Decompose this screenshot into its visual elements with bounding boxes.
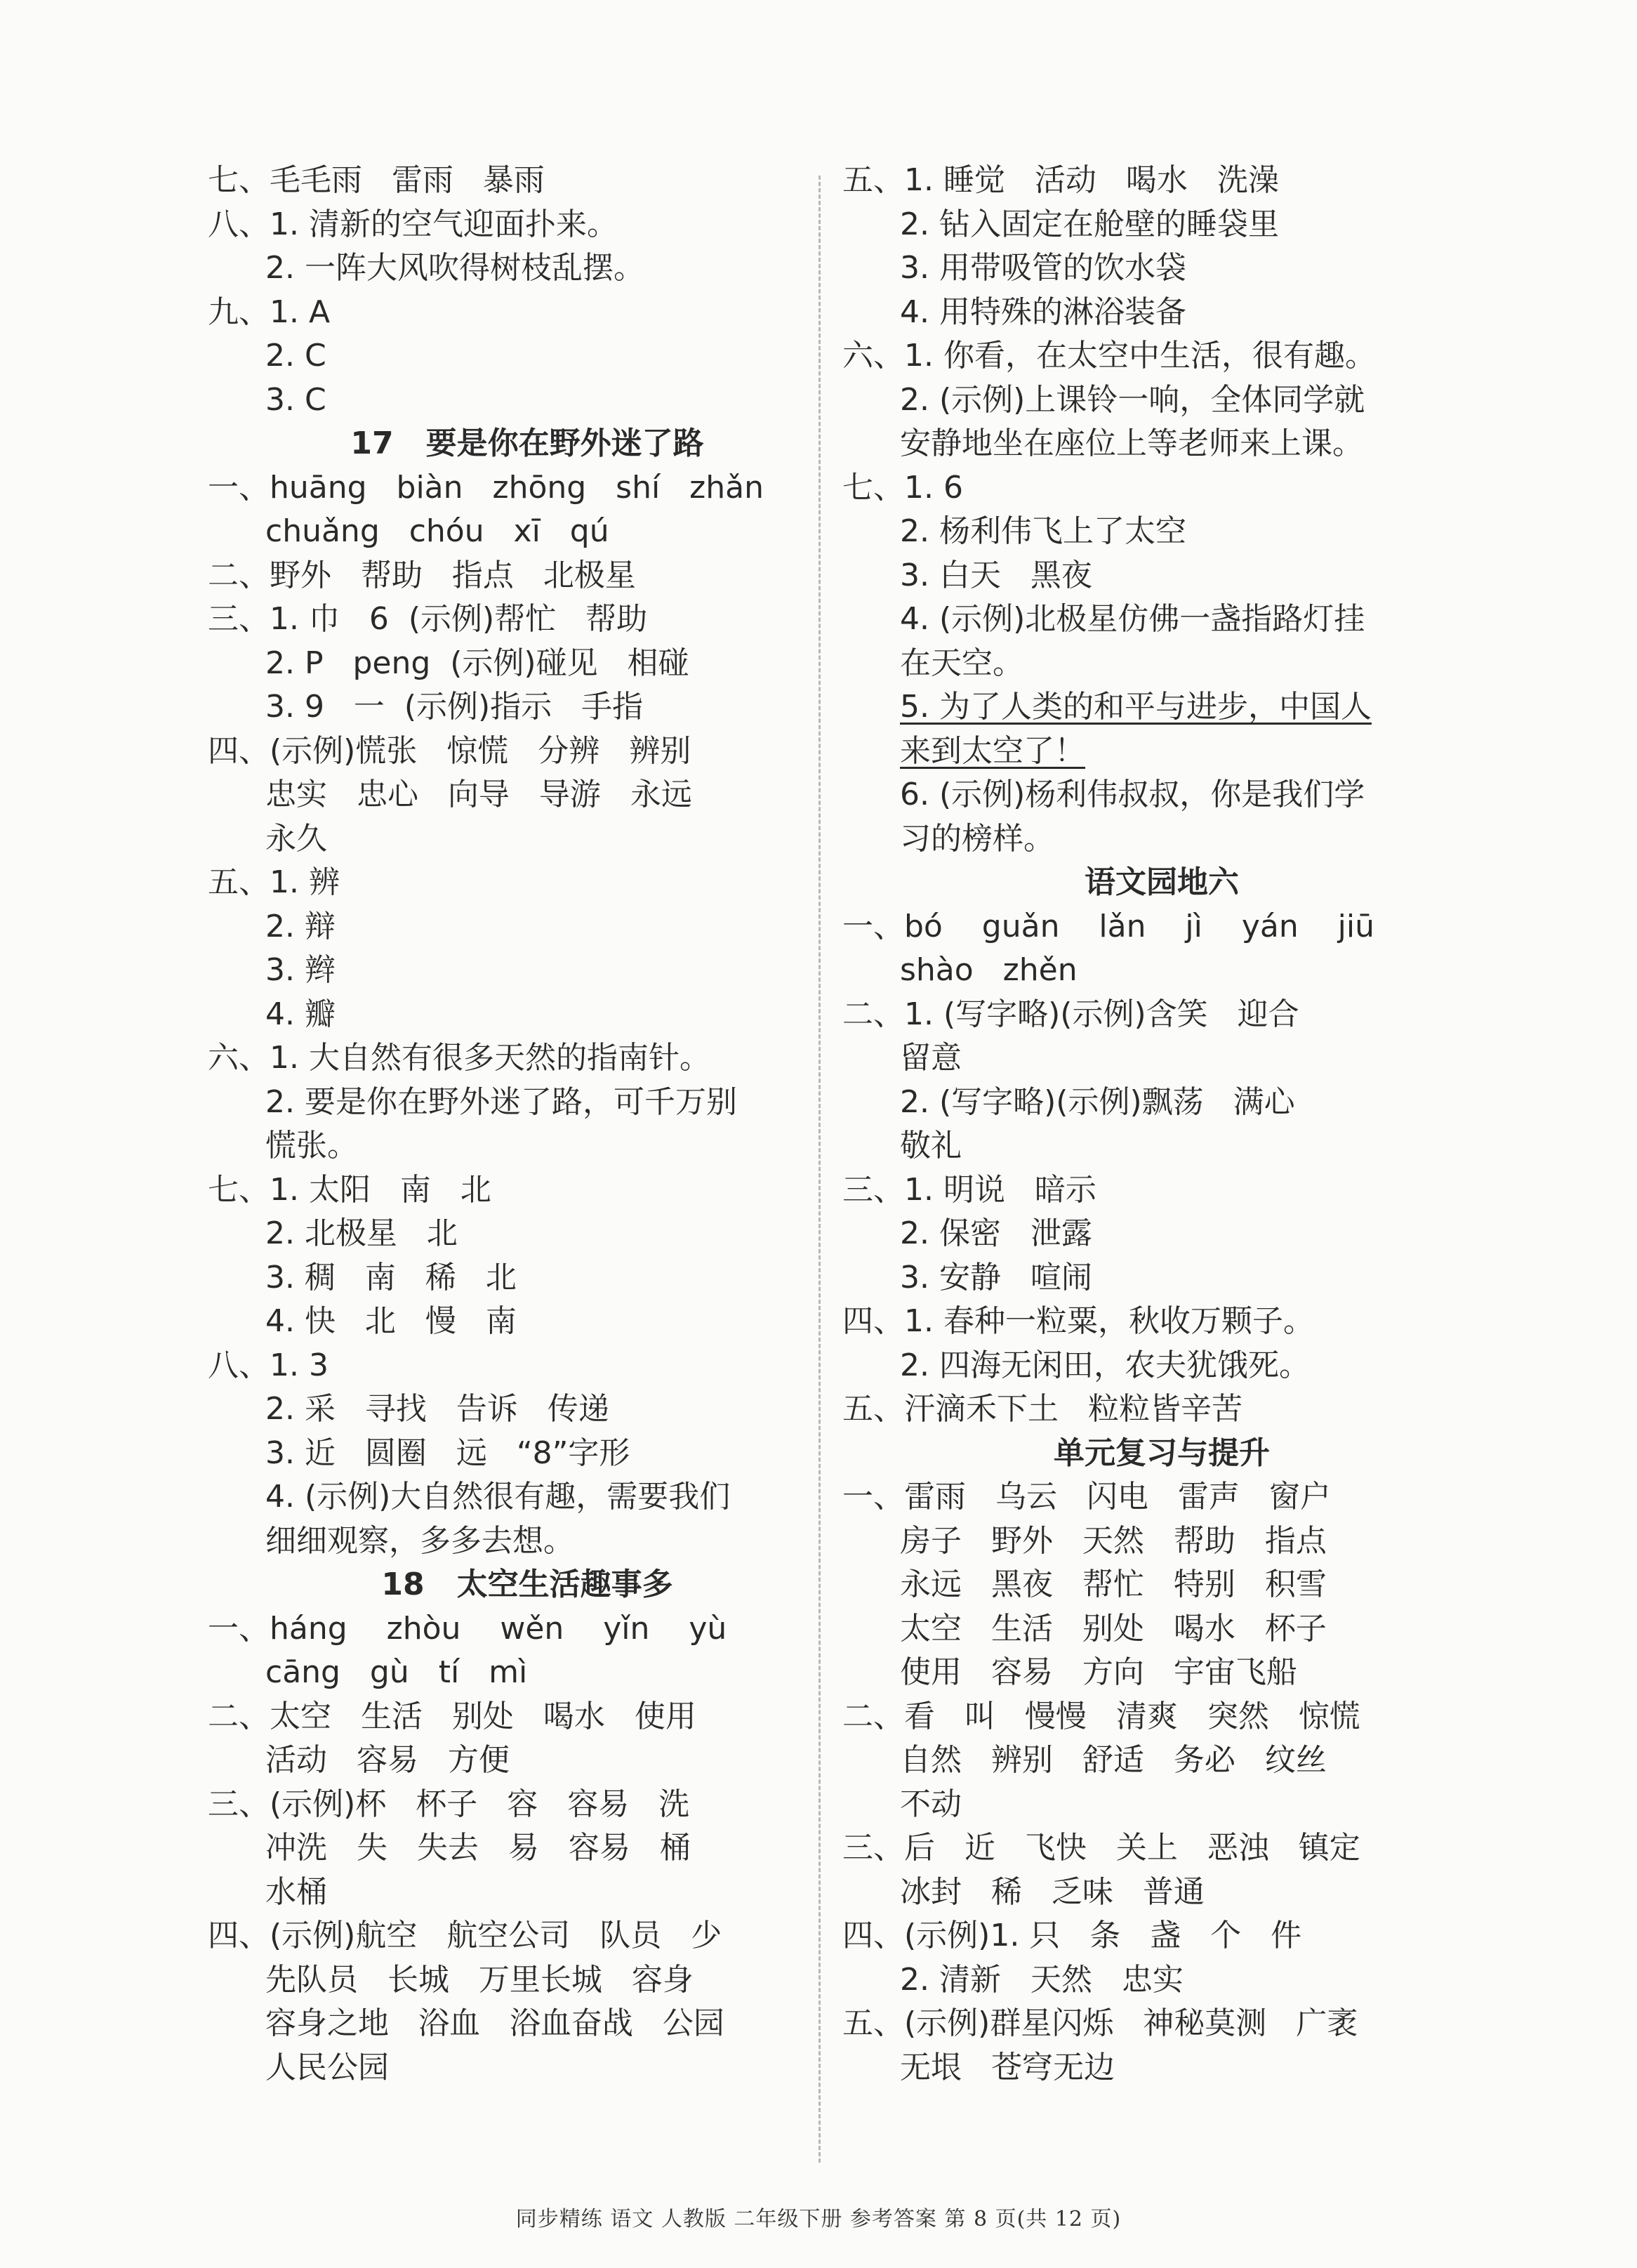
answer-text: 七、1. 6 [842, 469, 963, 506]
answer-text: 2. P peng (示例)碰见 相碰 [265, 645, 689, 681]
answer-text: 2. 清新 天然 忠实 [900, 1961, 1184, 1998]
answer-text: 五、1. 辨 [208, 864, 340, 900]
page-footer: 同步精练 语文 人教版 二年级下册 参考答案 第 8 页(共 12 页) [515, 2207, 1122, 2231]
answer-line [208, 773, 847, 817]
answer-text: cāng gù tí mì [265, 1654, 528, 1690]
answer-line [208, 1958, 847, 2003]
answer-text: 3. 9 一 (示例)指示 手指 [265, 689, 644, 725]
answer-line [842, 1914, 1481, 1958]
answer-text: 冰封 稀 乏味 普通 [900, 1873, 1205, 1910]
answer-text: 二、野外 帮助 指点 北极星 [208, 557, 636, 593]
answer-text: 三、(示例)杯 杯子 容 容易 洗 [208, 1786, 690, 1822]
answer-line [842, 1783, 1481, 1827]
right-column [842, 159, 1481, 2090]
answer-text: 4. (示例)大自然很有趣，需要我们 [265, 1479, 731, 1515]
answer-line [208, 1475, 847, 1519]
answer-text: 八、1. 清新的空气迎面扑来。 [208, 206, 618, 242]
answer-text: 2. 杨利伟飞上了太空 [900, 513, 1186, 549]
section-heading [842, 1432, 1481, 1476]
answer-text: 17 要是你在野外迷了路 [350, 426, 704, 461]
answer-text: 永远 黑夜 帮忙 特别 积雪 [900, 1567, 1327, 1602]
answer-line [208, 730, 847, 774]
answer-line [208, 246, 847, 291]
answer-line [842, 2002, 1481, 2046]
section-heading [208, 422, 847, 466]
answer-line [842, 1212, 1481, 1256]
answer-line [208, 817, 847, 862]
answer-text: 水桶 [265, 1873, 327, 1910]
answer-line [208, 642, 847, 686]
answer-line [208, 1344, 847, 1388]
answer-line [208, 598, 847, 642]
answer-text: 安静地坐在座位上等老师来上课。 [900, 426, 1363, 461]
answer-text: 六、1. 大自然有很多天然的指南针。 [208, 1040, 710, 1076]
answer-line [842, 1344, 1481, 1388]
answer-text: 3. 用带吸管的饮水袋 [900, 250, 1186, 286]
answer-line [842, 642, 1481, 686]
answer-text: 留意 [900, 1040, 962, 1076]
answer-text: 2. 一阵大风吹得树枝乱摆。 [265, 250, 644, 286]
answer-line [842, 378, 1481, 423]
answer-text: 2. 四海无闲田，农夫犹饿死。 [900, 1347, 1310, 1383]
answer-text: 敬礼 [900, 1128, 962, 1163]
section-heading [208, 1563, 847, 1607]
answer-line [842, 2046, 1481, 2090]
answer-line [208, 1519, 847, 1564]
answer-line [208, 1783, 847, 1827]
answer-text: 单元复习与提升 [1054, 1435, 1270, 1471]
answer-text: 来到太空了！ [900, 732, 1085, 769]
answer-line [208, 905, 847, 949]
answer-line [842, 422, 1481, 466]
answer-text: 房子 野外 天然 帮助 指点 [900, 1522, 1327, 1559]
answer-line [208, 1036, 847, 1081]
answer-text: 四、1. 春种一粒粟，秋收万颗子。 [842, 1303, 1314, 1339]
answer-text: 八、1. 3 [208, 1347, 329, 1383]
answer-line [842, 1563, 1481, 1607]
answer-text: 九、1. A [208, 294, 331, 330]
answer-line [842, 1871, 1481, 1915]
answer-text: 永久 [265, 820, 327, 857]
answer-text: 2. 辩 [265, 908, 336, 944]
answer-text: 4. 用特殊的淋浴装备 [900, 294, 1186, 330]
answer-text: 2. 要是你在野外迷了路，可千万别 [265, 1083, 737, 1120]
answer-line [842, 1739, 1481, 1783]
answer-line [842, 730, 1481, 774]
answer-text: 2. 北极星 北 [265, 1215, 458, 1251]
answer-line [208, 1124, 847, 1168]
answer-text: 七、毛毛雨 雷雨 暴雨 [208, 162, 545, 198]
answer-text: 5. 为了人类的和平与进步，中国人 [900, 689, 1372, 725]
answer-text: 一、háng zhòu wěn yǐn yù [208, 1610, 727, 1647]
answer-line [842, 1695, 1481, 1739]
answer-line [842, 949, 1481, 993]
answer-text: 一、huāng biàn zhōng shí zhǎn [208, 469, 764, 506]
answer-line [208, 1081, 847, 1125]
answer-text: 三、1. 明说 暗示 [842, 1171, 1096, 1208]
answer-line [208, 861, 847, 905]
answer-line [842, 159, 1481, 203]
column-divider [819, 176, 821, 2163]
answer-text: 2. C [265, 338, 326, 374]
answer-text: 忠实 忠心 向导 导游 永远 [265, 777, 692, 812]
answer-line [842, 246, 1481, 291]
answer-line [842, 905, 1481, 949]
answer-line [208, 466, 847, 510]
answer-line [842, 1387, 1481, 1432]
answer-text: 3. 白天 黑夜 [900, 557, 1092, 593]
answer-line [842, 1519, 1481, 1564]
answer-line [208, 1387, 847, 1432]
answer-line [208, 159, 847, 203]
answer-text: 太空 生活 别处 喝水 杯子 [900, 1610, 1327, 1647]
answer-text: 语文园地六 [1085, 864, 1239, 900]
answer-text: 容身之地 浴血 浴血奋战 公园 [265, 2005, 724, 2041]
answer-line [208, 510, 847, 554]
answer-line [208, 949, 847, 993]
answer-line [208, 334, 847, 378]
answer-text: 细细观察，多多去想。 [265, 1522, 574, 1559]
answer-line [208, 1651, 847, 1695]
answer-text: 人民公园 [265, 2049, 389, 2085]
answer-line [208, 1256, 847, 1300]
answer-text: 五、(示例)群星闪烁 神秘莫测 广袤 [842, 2005, 1358, 2041]
answer-text: 3. 稠 南 稀 北 [265, 1259, 517, 1295]
answer-text: 一、雷雨 乌云 闪电 雷声 窗户 [842, 1479, 1331, 1515]
answer-text: 3. C [265, 381, 326, 418]
answer-text: 二、太空 生活 别处 喝水 使用 [208, 1698, 696, 1734]
answer-text: 一、bó guǎn lǎn jì yán jiū [842, 908, 1374, 944]
answer-line [208, 291, 847, 335]
answer-line [208, 1168, 847, 1213]
answer-line [208, 685, 847, 730]
answer-text: 三、1. 巾 6 (示例)帮忙 帮助 [208, 601, 648, 637]
answer-line [208, 1739, 847, 1783]
answer-line [842, 598, 1481, 642]
answer-line [208, 1695, 847, 1739]
answer-text: 五、1. 睡觉 活动 喝水 洗澡 [842, 162, 1279, 198]
answer-line [208, 378, 847, 423]
answer-line [842, 1168, 1481, 1213]
answer-text: 冲洗 失 失去 易 容易 桶 [265, 1830, 691, 1866]
answer-text: 二、看 叫 慢慢 清爽 突然 惊慌 [842, 1698, 1360, 1734]
answer-line [842, 466, 1481, 510]
answer-text: 四、(示例)航空 航空公司 队员 少 [208, 1918, 722, 1953]
answer-text: 不动 [900, 1786, 962, 1822]
answer-text: 4. 快 北 慢 南 [265, 1303, 517, 1339]
answer-line [842, 993, 1481, 1037]
answer-text: 2. (示例)上课铃一响，全体同学就 [900, 381, 1365, 418]
answer-line [208, 554, 847, 598]
answer-line [208, 2002, 847, 2046]
answer-line [842, 1475, 1481, 1519]
answer-text: 3. 安静 喧闹 [900, 1259, 1092, 1295]
answer-line [842, 1036, 1481, 1081]
answer-line [842, 773, 1481, 817]
answer-text: 四、(示例)慌张 惊慌 分辨 辨别 [208, 732, 691, 769]
answer-line [842, 291, 1481, 335]
answer-text: 2. 保密 泄露 [900, 1215, 1092, 1251]
answer-line [842, 1256, 1481, 1300]
answer-text: 先队员 长城 万里长城 容身 [265, 1961, 694, 1998]
answer-text: 自然 辨别 舒适 务必 纹丝 [900, 1742, 1327, 1778]
answer-line [208, 1300, 847, 1344]
answer-text: 2. 钻入固定在舱壁的睡袋里 [900, 206, 1279, 242]
answer-text: 4. 瓣 [265, 996, 336, 1032]
answer-text: 无垠 苍穹无边 [900, 2049, 1115, 2085]
answer-line [208, 1212, 847, 1256]
answer-text: 五、汗滴禾下土 粒粒皆辛苦 [842, 1391, 1242, 1427]
answer-text: 18 太空生活趣事多 [381, 1567, 673, 1602]
answer-text: 四、(示例)1. 只 条 盏 个 件 [842, 1918, 1302, 1953]
answer-line [842, 203, 1481, 247]
answer-line [842, 334, 1481, 378]
answer-text: 六、1. 你看，在太空中生活，很有趣。 [842, 338, 1376, 374]
answer-line [842, 554, 1481, 598]
answer-line [842, 1958, 1481, 2003]
answer-text: 七、1. 太阳 南 北 [208, 1171, 491, 1208]
answer-line [842, 685, 1481, 730]
answer-line [208, 1871, 847, 1915]
answer-text: 6. (示例)杨利伟叔叔，你是我们学 [900, 777, 1365, 812]
answer-line [842, 1124, 1481, 1168]
answer-text: 在天空。 [900, 645, 1023, 681]
answer-line [208, 1826, 847, 1871]
answer-line [208, 2046, 847, 2090]
answer-text: 三、后 近 飞快 关上 恶浊 镇定 [842, 1830, 1360, 1866]
answer-text: chuǎng chóu xī qú [265, 513, 609, 549]
answer-text: 2. 采 寻找 告诉 传递 [265, 1391, 609, 1427]
answer-text: shào zhěn [900, 952, 1078, 988]
answer-line [208, 993, 847, 1037]
answer-text: 活动 容易 方便 [265, 1742, 510, 1778]
answer-text: 3. 辫 [265, 952, 336, 988]
answer-line [842, 510, 1481, 554]
answer-line [842, 1300, 1481, 1344]
answer-line [842, 817, 1481, 862]
answer-text: 使用 容易 方向 宇宙飞船 [900, 1654, 1297, 1690]
answer-text: 4. (示例)北极星仿佛一盏指路灯挂 [900, 601, 1365, 637]
left-column [208, 159, 847, 2090]
answer-text: 习的榜样。 [900, 820, 1054, 857]
answer-line [208, 203, 847, 247]
answer-line [208, 1607, 847, 1651]
answer-line [842, 1651, 1481, 1695]
answer-text: 慌张。 [265, 1128, 358, 1163]
answer-line [842, 1081, 1481, 1125]
answer-line [208, 1432, 847, 1476]
answer-line [842, 1826, 1481, 1871]
answer-text: 3. 近 圆圈 远 “8”字形 [265, 1435, 630, 1471]
answer-text: 二、1. (写字略)(示例)含笑 迎合 [842, 996, 1299, 1032]
answer-line [208, 1914, 847, 1958]
section-heading [842, 861, 1481, 905]
answer-line [842, 1607, 1481, 1651]
answer-text: 2. (写字略)(示例)飘荡 满心 [900, 1083, 1295, 1120]
